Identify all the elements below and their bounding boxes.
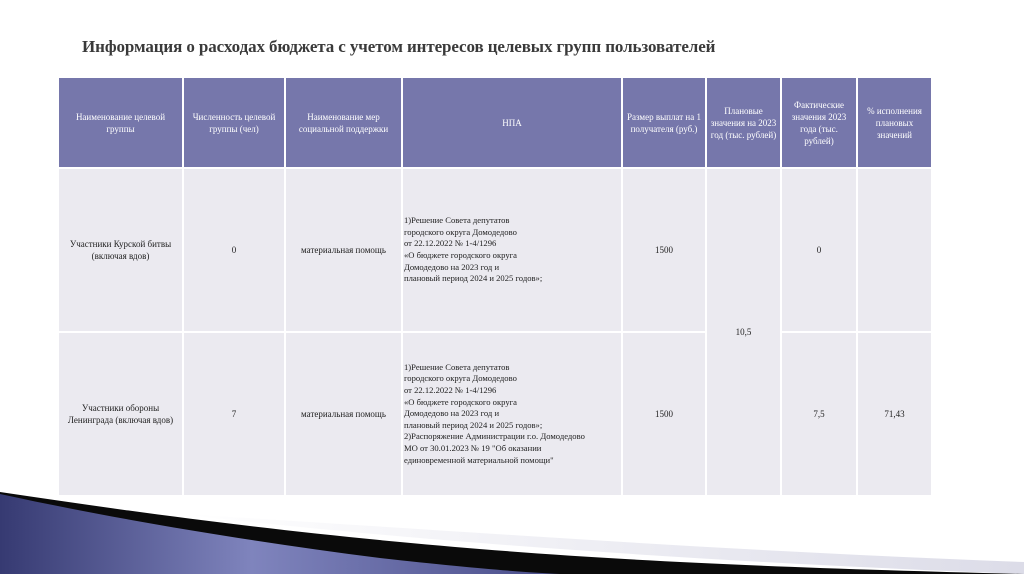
slide-title: Информация о расходах бюджета с учетом интересов целевых групп пользователей [82,37,716,56]
budget-table [57,76,933,497]
cell-payment: 1500 [622,168,706,332]
npa-line: единовременной материальной помощи" [404,454,554,465]
cell-planned-merged: 10,5 [706,168,781,496]
npa-line: 1)Решение Совета депутатов [404,361,510,372]
cell-percent [857,168,932,332]
npa-line: «О бюджете городского округа [404,396,517,407]
npa-line: плановый период 2024 и 2025 годов»; [404,419,543,430]
header-npa: НПА [402,77,622,168]
npa-line: 1)Решение Совета депутатов [404,215,510,226]
cell-actual: 7,5 [781,332,857,496]
npa-line: МО от 30.01.2023 № 19 "Об оказании [404,442,542,453]
npa-line: от 22.12.2022 № 1-4/1296 [404,385,497,396]
table-row [58,168,932,332]
header-actual-values: Фактические значения 2023 года (тыс. рублей) [781,77,857,168]
cell-group: Участники Курской битвы (включая вдов) [58,168,183,332]
npa-line: городского округа Домодедово [404,226,517,237]
cell-count: 7 [183,332,285,496]
cell-count: 0 [183,168,285,332]
npa-line: 2)Распоряжение Администрации г.о. Домодедово [404,431,585,442]
cell-measure: материальная помощь [285,168,402,332]
npa-line: «О бюджете городского округа [404,250,517,260]
header-payment-size: Размер выплат на 1 получателя (руб.) [622,77,706,168]
cell-npa [402,168,622,332]
cell-measure: материальная помощь [285,332,402,496]
cell-actual: 0 [781,168,857,332]
header-support-measures: Наименование мер социальной поддержки [285,77,402,168]
npa-line: Домодедово на 2023 год и [404,408,500,419]
cell-payment: 1500 [622,332,706,496]
decorative-swoosh [0,470,1024,574]
npa-line: городского округа Домодедово [404,373,517,384]
npa-line: плановый период 2024 и 2025 годов»; [404,273,543,284]
cell-group: Участники обороны Ленинграда (включая вдов) [58,332,183,496]
cell-percent: 71,43 [857,332,932,496]
npa-line: Домодедово на 2023 год и [404,261,500,272]
table-header-row [58,77,932,168]
npa-line: от 22.12.2022 № 1-4/1296 [404,238,497,249]
header-target-group: Наименование целевой группы [58,77,183,168]
header-group-size: Численность целевой группы (чел) [183,77,285,168]
header-planned-values: Плановые значения на 2023 год (тыс. рублей) [706,77,781,168]
header-percent-completion: % исполнения плановых значений [857,77,932,168]
